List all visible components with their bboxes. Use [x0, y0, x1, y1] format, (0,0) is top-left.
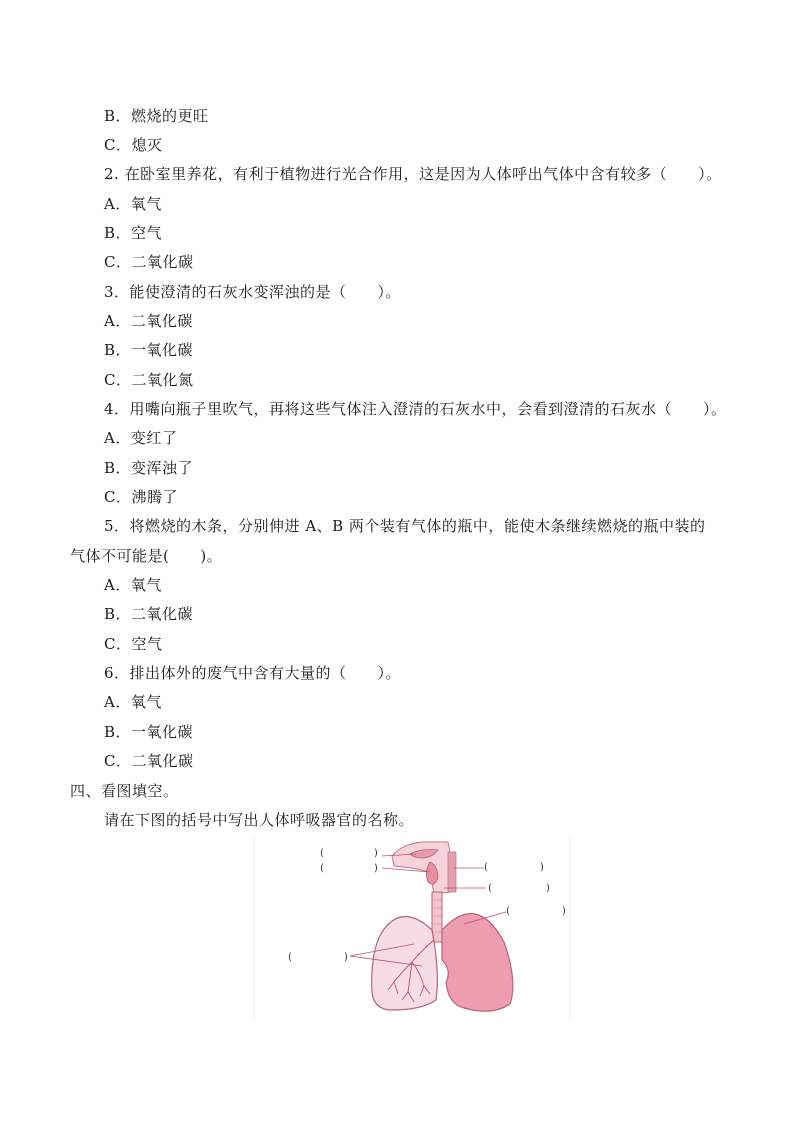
option-b-q2: B．空气: [104, 224, 163, 242]
option-a-q3: A．二氧化碳: [104, 312, 193, 330]
option-b-q1: B．燃烧的更旺: [104, 107, 209, 125]
question-4: 4．用嘴向瓶子里吹气，再将这些气体注入澄清的石灰水中，会看到澄清的石灰水（ ）。: [104, 400, 727, 418]
option-a-q4: A．变红了: [104, 429, 178, 447]
answer-blank-lung[interactable]: [506, 906, 566, 917]
option-c-q6: C．二氧化碳: [104, 752, 194, 770]
svg-text:): ): [546, 883, 550, 894]
answer-blank-trachea[interactable]: [488, 883, 550, 894]
svg-text:(: (: [506, 906, 510, 917]
svg-text:(: (: [488, 883, 492, 894]
question-5: 5．将燃烧的木条，分别伸进 A、B 两个装有气体的瓶中，能使木条继续燃烧的瓶中装的: [104, 517, 706, 535]
right-lung: [442, 914, 513, 1012]
trachea: [432, 892, 442, 942]
answer-blank-nose[interactable]: [320, 848, 378, 859]
question-6: 6．排出体外的废气中含有大量的（ ）。: [104, 664, 402, 682]
svg-text:): ): [344, 952, 348, 963]
svg-text:): ): [374, 863, 378, 874]
spine-segment: [448, 852, 456, 892]
option-b-q3: B．一氧化碳: [104, 341, 194, 359]
question-3: 3．能使澄清的石灰水变浑浊的是（ ）。: [104, 283, 402, 301]
option-b-q4: B．变浑浊了: [104, 459, 194, 477]
svg-text:): ): [540, 862, 544, 873]
svg-text:): ): [374, 848, 378, 859]
question-2: 2. 在卧室里养花，有利于植物进行光合作用，这是因为人体呼出气体中含有较多（ ）。: [104, 165, 722, 183]
option-b-q6: B．一氧化碳: [104, 723, 194, 741]
option-a-q5: A．氧气: [104, 576, 162, 594]
option-c-q2: C．二氧化碳: [104, 253, 194, 271]
option-a-q2: A．氧气: [104, 195, 162, 213]
section-4-instruction: 请在下图的括号中写出人体呼吸器官的名称。: [104, 811, 415, 829]
svg-text:): ): [562, 906, 566, 917]
answer-blank-larynx[interactable]: [484, 862, 544, 873]
option-c-q1: C．熄灭: [104, 136, 163, 154]
option-c-q3: C．二氧化氮: [104, 371, 194, 389]
option-a-q6: A．氧气: [104, 693, 162, 711]
option-c-q5: C．空气: [104, 635, 163, 653]
question-5-cont: 气体不可能是( )。: [70, 547, 223, 565]
answer-blank-pharynx[interactable]: [320, 863, 378, 874]
answer-blank-bronchi[interactable]: [288, 952, 348, 963]
svg-text:(: (: [320, 863, 324, 874]
option-b-q5: B．二氧化碳: [104, 605, 194, 623]
option-c-q4: C．沸腾了: [104, 488, 178, 506]
head-section: [392, 842, 456, 894]
svg-text:(: (: [288, 952, 292, 963]
section-4-heading: 四、看图填空。: [70, 782, 179, 800]
svg-text:(: (: [320, 848, 324, 859]
respiratory-system-diagram: [252, 832, 572, 1020]
svg-text:(: (: [484, 862, 488, 873]
